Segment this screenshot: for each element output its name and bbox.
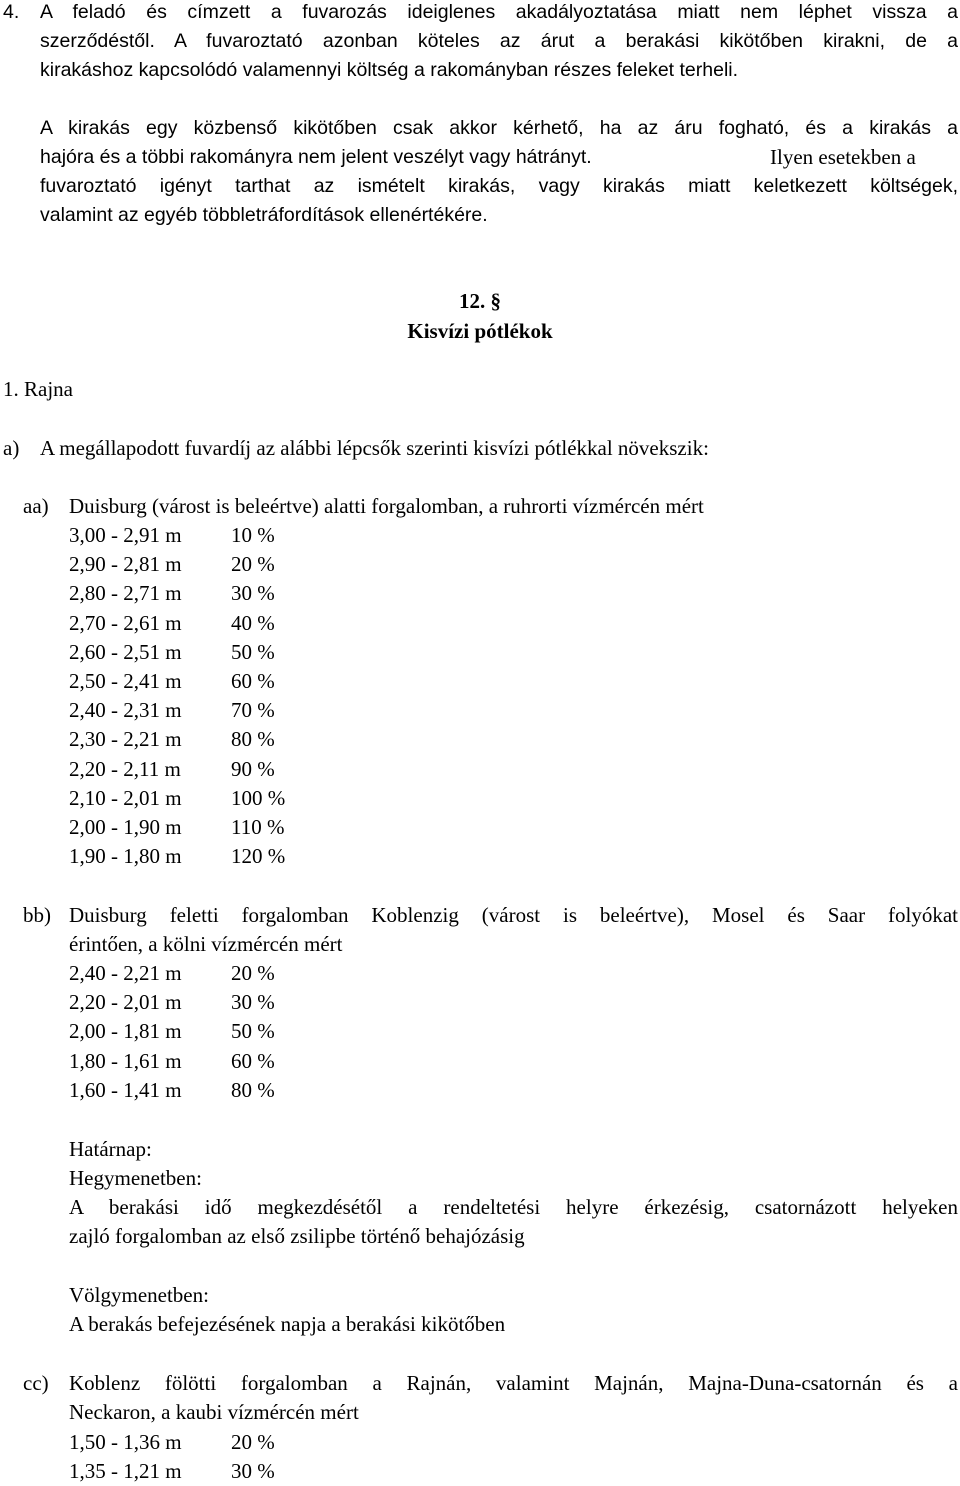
item-a-marker: a) bbox=[3, 436, 20, 460]
surcharge-percent: 30 % bbox=[231, 1459, 275, 1484]
section4-line-2: szerződéstől. A fuvaroztató azonban köteles az árut a berakási kikötőben kirakni, de a bbox=[40, 30, 958, 52]
surcharge-percent: 20 % bbox=[231, 961, 275, 985]
surcharge-percent: 30 % bbox=[231, 990, 275, 1015]
hegymenet-line-2: zajló forgalomban az első zsilipbe történő behajózásig bbox=[69, 1224, 525, 1248]
level-range: 2,30 - 2,21 m bbox=[69, 727, 182, 752]
para2-line-2-tail: Ilyen esetekben a bbox=[770, 145, 916, 169]
hatarnap-label: Határnap: bbox=[69, 1137, 152, 1161]
rhine-label: 1. Rajna bbox=[3, 377, 73, 401]
surcharge-percent: 60 % bbox=[231, 669, 275, 693]
surcharge-percent: 10 % bbox=[231, 523, 275, 547]
section-heading-number: 12. § bbox=[459, 289, 501, 313]
level-range: 2,20 - 2,01 m bbox=[69, 990, 182, 1015]
level-range: 2,00 - 1,81 m bbox=[69, 1019, 182, 1044]
surcharge-percent: 20 % bbox=[231, 1430, 275, 1454]
level-range: 2,20 - 2,11 m bbox=[69, 756, 181, 781]
surcharge-percent: 120 % bbox=[231, 844, 286, 869]
surcharge-percent: 60 % bbox=[231, 1048, 275, 1073]
level-range: 2,50 - 2,41 m bbox=[69, 669, 182, 693]
surcharge-percent: 90 % bbox=[231, 756, 275, 781]
level-range: 2,60 - 2,51 m bbox=[69, 639, 182, 664]
aa-marker: aa) bbox=[23, 494, 49, 518]
level-range: 3,00 - 2,91 m bbox=[69, 523, 182, 547]
volgymenet-label: Völgymenetben: bbox=[69, 1283, 209, 1307]
item-a-text: A megállapodott fuvardíj az alábbi lépcsők szerinti kisvízi pótlékkal növekszik: bbox=[40, 436, 709, 460]
level-range: 2,80 - 2,71 m bbox=[69, 581, 182, 606]
hegymenet-line-1: A berakási idő megkezdésétől a rendeltetési helyre érkezésig, csatornázott helyeken bbox=[69, 1195, 958, 1219]
section-heading-title: Kisvízi pótlékok bbox=[407, 319, 553, 343]
surcharge-percent: 100 % bbox=[231, 785, 286, 810]
cc-intro-line-1: Koblenz fölötti forgalomban a Rajnán, valamint Majnán, Majna-Duna-csatornán és a bbox=[69, 1371, 958, 1395]
bb-intro-line-1: Duisburg feletti forgalomban Koblenzig (várost is beleértve), Mosel és Saar folyókat bbox=[69, 903, 958, 927]
aa-intro: Duisburg (várost is beleértve) alatti forgalomban, a ruhrorti vízmércén mért bbox=[69, 494, 704, 518]
surcharge-percent: 40 % bbox=[231, 610, 275, 635]
para2-line-1: A kirakás egy közbenső kikötőben csak akkor kérhető, ha az áru fogható, és a kirakás a bbox=[40, 117, 958, 139]
surcharge-percent: 50 % bbox=[231, 639, 275, 664]
surcharge-percent: 70 % bbox=[231, 698, 275, 723]
surcharge-percent: 80 % bbox=[231, 727, 275, 752]
cc-marker: cc) bbox=[23, 1371, 49, 1395]
bb-intro-line-2: érintően, a kölni vízmércén mért bbox=[69, 932, 343, 956]
cc-intro-line-2: Neckaron, a kaubi vízmércén mért bbox=[69, 1400, 359, 1424]
level-range: 2,40 - 2,21 m bbox=[69, 961, 182, 985]
level-range: 2,70 - 2,61 m bbox=[69, 610, 182, 635]
level-range: 1,35 - 1,21 m bbox=[69, 1459, 182, 1484]
level-range: 2,90 - 2,81 m bbox=[69, 552, 182, 577]
para2-line-2: hajóra és a többi rakományra nem jelent veszélyt vagy hátrányt. bbox=[40, 146, 592, 168]
hegymenet-label: Hegymenetben: bbox=[69, 1166, 202, 1190]
section4-line-3: kirakáshoz kapcsolódó valamennyi költség a rakományban részes feleket terheli. bbox=[40, 59, 739, 81]
level-range: 1,90 - 1,80 m bbox=[69, 844, 182, 869]
surcharge-percent: 50 % bbox=[231, 1019, 275, 1044]
volgymenet-text: A berakás befejezésének napja a berakási kikötőben bbox=[69, 1312, 506, 1336]
level-range: 2,40 - 2,31 m bbox=[69, 698, 182, 723]
section4-line-1: A feladó és címzett a fuvarozás ideiglenes akadályoztatása miatt nem léphet vissza a bbox=[40, 1, 958, 23]
surcharge-percent: 30 % bbox=[231, 581, 275, 606]
level-range: 1,50 - 1,36 m bbox=[69, 1430, 182, 1454]
section-number: 4. bbox=[3, 1, 20, 23]
surcharge-percent: 20 % bbox=[231, 552, 275, 577]
level-range: 2,10 - 2,01 m bbox=[69, 785, 182, 810]
para2-line-4: valamint az egyéb többletráfordítások ellenértékére. bbox=[40, 204, 488, 226]
para2-line-3: fuvaroztató igényt tarthat az ismételt kirakás, vagy kirakás miatt keletkezett költségek, bbox=[40, 175, 958, 197]
level-range: 2,00 - 1,90 m bbox=[69, 815, 182, 839]
surcharge-percent: 110 % bbox=[231, 815, 285, 839]
level-range: 1,60 - 1,41 m bbox=[69, 1077, 182, 1102]
level-range: 1,80 - 1,61 m bbox=[69, 1048, 182, 1073]
surcharge-percent: 80 % bbox=[231, 1077, 275, 1102]
bb-marker: bb) bbox=[23, 903, 51, 927]
